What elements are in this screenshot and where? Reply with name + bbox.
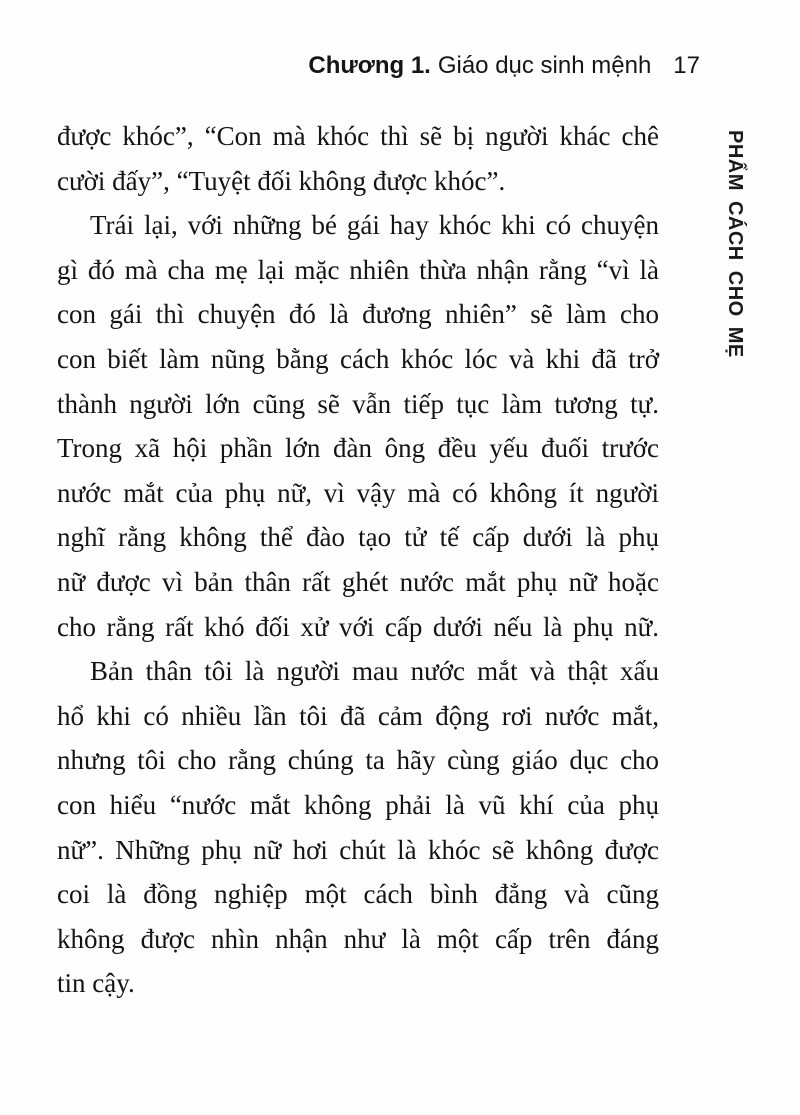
text-line: gì đó mà cha mẹ lại mặc nhiên thừa nhận rằng “vì là bbox=[57, 254, 659, 285]
text-line: cười đấy”, “Tuyệt đối không được khóc”. bbox=[57, 165, 506, 196]
text-line: nhưng tôi cho rằng chúng ta hãy cùng giáo dục cho bbox=[57, 745, 659, 776]
text-line: Trái lại, với những bé gái hay khóc khi có chuyện bbox=[90, 210, 659, 241]
text-line: nữ”. Những phụ nữ hơi chút là khóc sẽ không được bbox=[57, 834, 659, 865]
text-line: con biết làm nũng bằng cách khóc lóc và khi đã trở bbox=[57, 343, 659, 374]
page-header bbox=[308, 52, 700, 80]
chapter-title: Giáo dục sinh mệnh bbox=[437, 52, 652, 79]
text-line: tin cậy. bbox=[57, 968, 135, 999]
body-text bbox=[57, 114, 659, 1006]
text-line: hổ khi có nhiều lần tôi đã cảm động rơi nước mắt, bbox=[57, 700, 659, 731]
text-line: được khóc”, “Con mà khóc thì sẽ bị người khác chê bbox=[57, 121, 659, 151]
text-line: coi là đồng nghiệp một cách bình đẳng và cũng bbox=[57, 879, 659, 910]
text-line: Bản thân tôi là người mau nước mắt và thật xấu bbox=[90, 656, 659, 687]
chapter-label: Chương 1. bbox=[308, 52, 431, 79]
text-line: cho rằng rất khó đối xử với cấp dưới nếu là phụ nữ. bbox=[57, 611, 659, 642]
text-line: nghĩ rằng không thể đào tạo tử tế cấp dưới là phụ bbox=[57, 522, 659, 553]
book-series-vertical-title: PHẨM CÁCH CHO MẸ bbox=[724, 130, 746, 358]
text-line: thành người lớn cũng sẽ vẫn tiếp tục làm tương tự. bbox=[57, 388, 659, 419]
text-line: nước mắt của phụ nữ, vì vậy mà có không ít người bbox=[57, 477, 659, 508]
text-line: con hiểu “nước mắt không phải là vũ khí của phụ bbox=[57, 789, 659, 820]
text-line: con gái thì chuyện đó là đương nhiên” sẽ làm cho bbox=[57, 299, 659, 330]
text-line: Trong xã hội phần lớn đàn ông đều yếu đuối trước bbox=[57, 433, 659, 464]
page-number: 17 bbox=[673, 52, 700, 79]
text-line: không được nhìn nhận như là một cấp trên đáng bbox=[57, 923, 659, 954]
text-line: nữ được vì bản thân rất ghét nước mắt phụ nữ hoặc bbox=[57, 566, 659, 597]
